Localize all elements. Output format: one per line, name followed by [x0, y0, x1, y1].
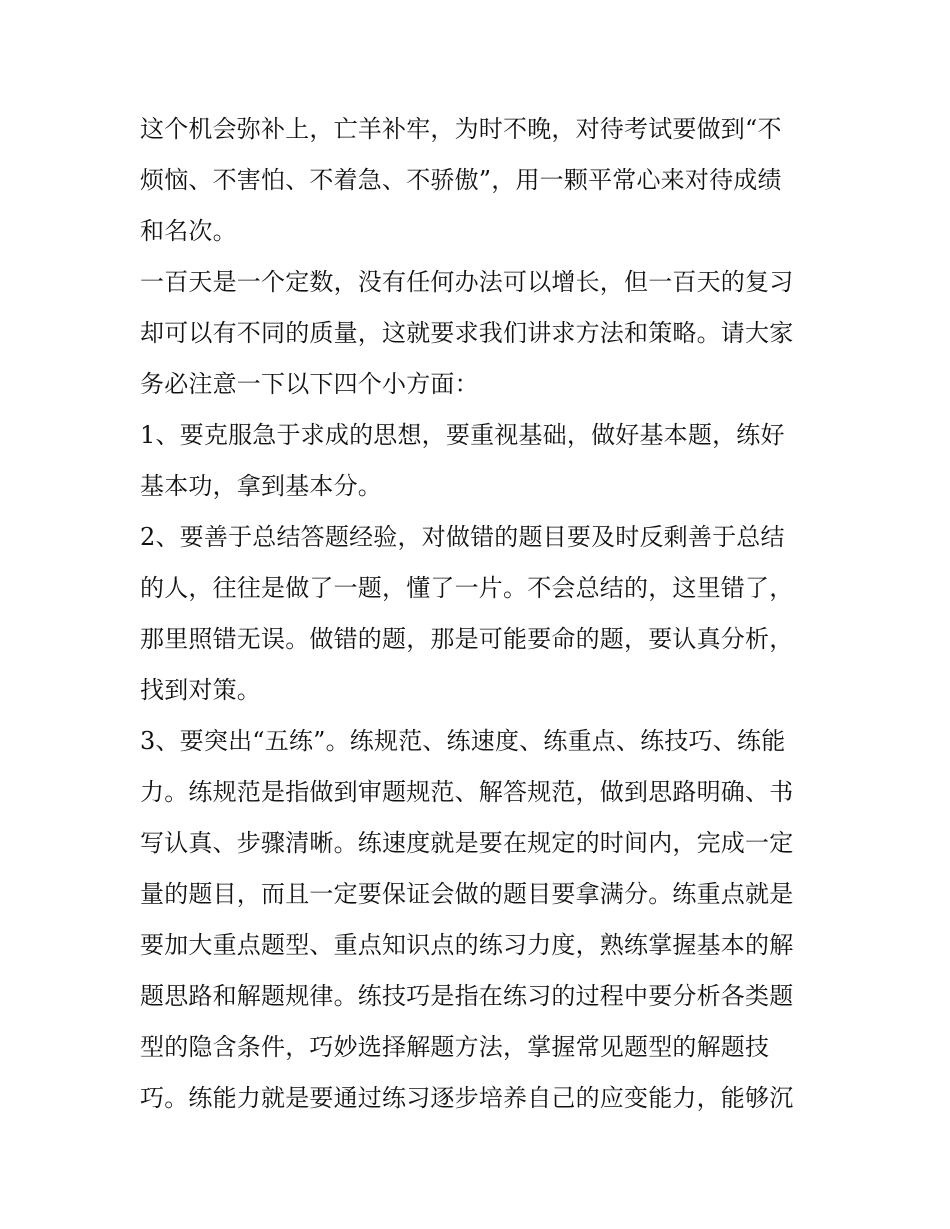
text-line: 题思路和解题规律。练技巧是指在练习的过程中要分析各类题: [140, 982, 794, 1010]
text-line: 力。练规范是指做到审题规范、解答规范，做到思路明确、书: [140, 778, 794, 806]
text-line: 那里照错无误。做错的题，那是可能要命的题，要认真分析，: [140, 625, 794, 653]
text-line: 基本功，拿到基本分。: [140, 472, 382, 500]
text-line: 一百天是一个定数，没有任何办法可以增长，但一百天的复习: [140, 268, 794, 296]
text-line: 巧。练能力就是要通过练习逐步培养自己的应变能力，能够沉: [140, 1084, 794, 1112]
text-line: 务必注意一下以下四个小方面：: [140, 370, 479, 398]
text-line: 要加大重点题型、重点知识点的练习力度，熟练掌握基本的解: [140, 931, 794, 959]
text-line: 写认真、步骤清晰。练速度就是要在规定的时间内，完成一定: [140, 829, 794, 857]
text-line: 烦恼、不害怕、不着急、不骄傲”，用一颗平常心来对待成绩: [140, 166, 782, 194]
text-line: 的人，往往是做了一题，懂了一片。不会总结的，这里错了，: [140, 574, 794, 602]
text-line: 量的题目，而且一定要保证会做的题目要拿满分。练重点就是: [140, 880, 794, 908]
text-line: 却可以有不同的质量，这就要求我们讲求方法和策略。请大家: [140, 319, 794, 347]
text-line: 2、要善于总结答题经验，对做错的题目要及时反剩善于总结: [140, 523, 785, 551]
body-text: [140, 104, 815, 1124]
text-line: 找到对策。: [140, 676, 261, 704]
text-line: 和名次。: [140, 217, 237, 245]
text-line: 3、要突出“五练”。练规范、练速度、练重点、练技巧、练能: [140, 727, 786, 755]
text-line: 这个机会弥补上，亡羊补牢，为时不晚，对待考试要做到“不: [140, 115, 782, 143]
text-line: 1、要克服急于求成的思想，要重视基础，做好基本题，练好: [140, 421, 785, 449]
text-line: 型的隐含条件，巧妙选择解题方法，掌握常见题型的解题技: [140, 1033, 770, 1061]
